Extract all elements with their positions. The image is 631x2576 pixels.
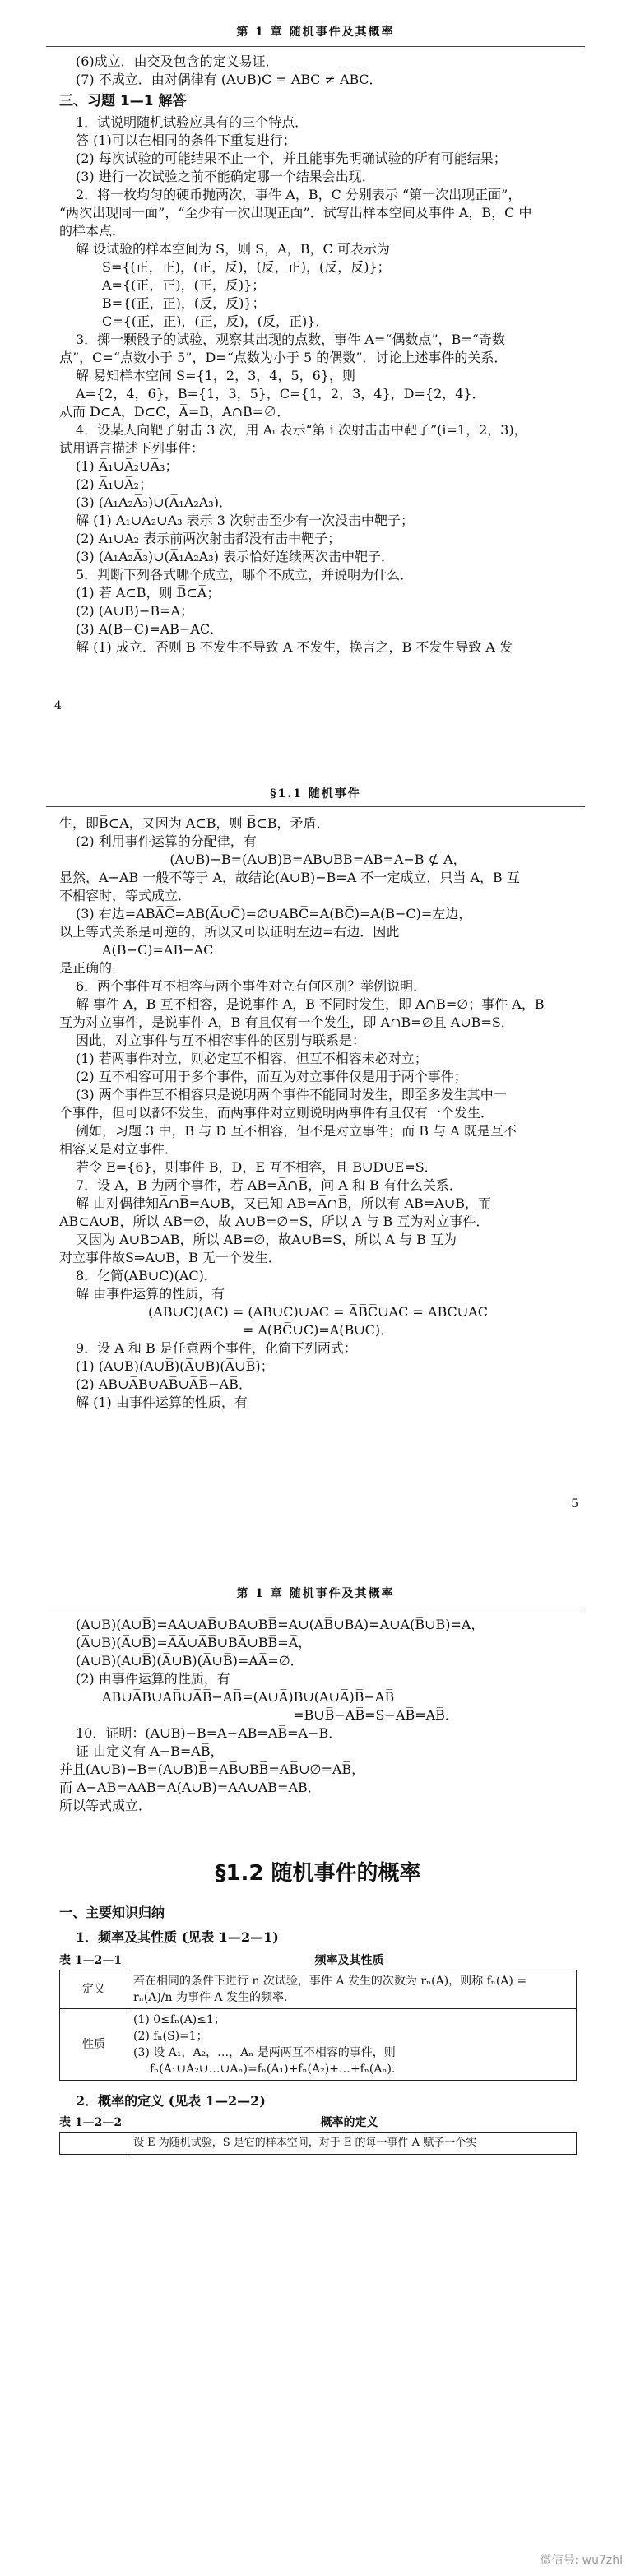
text-line: (2) A̅₁∪A̅₂； <box>76 476 153 492</box>
cell-line: (3) 设 A₁，A₂，…，Aₙ 是两两互不相容的事件，则 <box>133 2046 396 2059</box>
page-3-content <box>59 1616 577 2155</box>
formula: (A∪B)(A∪B̅)=AA∪AB̅∪BA∪BB̅=A∪(AB̅∪BA)=A∪A(B̅∪B)=A， <box>76 1617 485 1632</box>
text-line: 3．掷一颗骰子的试验，观察其出现的点数，事件 A=“偶数点”，B=“奇数 <box>76 332 505 347</box>
text-line: AB⊂A∪B，所以 AB=∅，故 A∪B=∅=S，所以 A 与 B 互为对立事件． <box>59 1214 489 1229</box>
text-line: 9．设 A 和 B 是任意两个事件，化简下列两式： <box>76 1340 357 1356</box>
table-cell <box>128 1970 577 2009</box>
table-row <box>60 2133 577 2155</box>
formula: (AB∪C)(AC) = (AB∪C)∪AC = A̅B̅C̅∪AC = ABC∪AC <box>148 1304 488 1320</box>
cell-line: (2) fₙ(S)=1； <box>133 2030 208 2043</box>
text-line: (2) AB∪A̅B∪AB̅∪A̅B̅−AB̅． <box>76 1376 252 1392</box>
text-line: 而 A−AB=AA̅B̅=A(A̅∪B̅)=AA̅∪AB̅=AB̅． <box>59 1780 321 1795</box>
text-line: 若令 E={6}，则事件 B，D，E 互不相容，且 B∪D∪E=S． <box>76 1159 438 1175</box>
formula: A={(正，正)，(正，反)}； <box>102 277 266 293</box>
page-number: 5 <box>571 1497 578 1511</box>
text-line: 个事件，但可以都不发生，而两事件对立则说明两事件有且仅有一个发生． <box>59 1105 494 1121</box>
text-line: 证 由定义有 A−B=AB̅， <box>76 1743 224 1759</box>
formula: B={(正，正)，(反，反)}； <box>102 295 266 311</box>
text-line: 试用语言描述下列事件： <box>59 440 205 456</box>
text-line: 例如，习题 3 中，B 与 D 互不相容，但不是对立事件；而 B 与 A 既是互不 <box>76 1123 517 1139</box>
text-line: (1) 若两事件对立，则必定互不相容，但互不相容未必对立； <box>76 1051 428 1066</box>
formula: = A(BC̅∪C)=A(B∪C)． <box>242 1322 394 1338</box>
text-line: 从而 D⊂A，D⊂C，A̅=B，A∩B=∅． <box>59 404 290 420</box>
page-2 <box>0 765 631 1555</box>
table-caption <box>59 1952 577 1970</box>
text-line: (3) (A₁A₂A̅₃)∪(A̅₁A₂A₃)． <box>76 494 232 510</box>
text-line: 互为对立事件，是说事件 A，B 有且仅有一个发生，即 A∩B=∅且 A∪B=S． <box>59 1014 514 1030</box>
text-line: (3) (A₁A₂A̅₃)∪(A̅₁A₂A₃) 表示恰好连续两次击中靶子． <box>76 549 395 564</box>
text-line: (6)成立．由交及包含的定义易证． <box>76 53 279 69</box>
formula: (A∪B)−B=(A∪B)B̅=AB̅∪BB̅=AB̅=A−B ⊄ A， <box>169 852 466 867</box>
text-line: 答 (1)可以在相同的条件下重复进行； <box>76 132 296 148</box>
page-header: 第 1 章 随机事件及其概率 <box>236 26 395 39</box>
text-line: 点”，C=“点数小于 5”，D=“点数为小于 5 的偶数”．讨论上述事件的关系． <box>59 350 508 365</box>
text-line: 并且(A∪B)−B=(A∪B)B̅=AB̅∪BB̅=AB̅∪∅=AB̅， <box>59 1761 365 1777</box>
probability-definition-table <box>59 2132 577 2155</box>
text-line: (2) 利用事件运算的分配律，有 <box>76 833 257 849</box>
text-line: 6．两个事件互不相容与两个事件对立有何区别？举例说明． <box>76 978 427 994</box>
text-line: (1) 若 A⊂B，则 B̅⊂A̅； <box>76 585 220 601</box>
table-number: 表 1—2—1 <box>59 1954 123 1967</box>
text-line: 解 (1) A̅₁∪A̅₂∪A̅₃ 表示 3 次射击至少有一次没击中靶子； <box>76 513 414 528</box>
page-1-content <box>59 53 577 657</box>
text-line: 相容又是对立事件． <box>59 1141 179 1157</box>
text-line: (2) 互不相容可用于多个事件，而互为对立事件仅是用于两个事件； <box>76 1069 467 1084</box>
cell-line: fₙ(A₁∪A₂∪…∪Aₙ)=fₙ(A₁)+fₙ(A₂)+…+fₙ(Aₙ)． <box>150 2063 403 2076</box>
cell-line: (1) 0≤fₙ(A)≤1； <box>133 2013 225 2026</box>
text-line: 解 由事件运算的性质，有 <box>76 1286 225 1302</box>
table-cell-label: 性质 <box>60 2009 128 2081</box>
text-line: 是正确的． <box>59 960 126 976</box>
frequency-table <box>59 1970 577 2081</box>
table-title: 概率的定义 <box>320 2116 378 2129</box>
table-cell: 设 E 为随机试验，S 是它的样本空间，对于 E 的每一事件 A 赋予一个实 <box>128 2133 577 2155</box>
text-line: 所以等式成立． <box>59 1798 152 1813</box>
table-cell <box>128 2009 577 2081</box>
watermark: 微信号: wu7zhl <box>540 2554 623 2567</box>
text-line: (2) (A∪B)−B=A； <box>76 603 194 619</box>
text-line: 7．设 A，B 为两个事件，若 AB=A̅∩B̅，问 A 和 B 有什么关系． <box>76 1177 462 1193</box>
text-line: 8．化简(AB∪C)(AC)． <box>76 1268 217 1283</box>
formula: S={(正，正)，(正，反)，(反，正)，(反，反)}； <box>102 259 391 275</box>
text-line: 10．证明：(A∪B)−B=A−AB=AB̅=A−B． <box>76 1725 342 1741</box>
text-line: 又因为 A∪B⊃AB，所以 AB=∅，故A∪B=S，所以 A 与 B 互为 <box>76 1232 457 1247</box>
text-line: 不相容时，等式成立． <box>59 888 192 903</box>
page-1 <box>0 0 631 712</box>
text-line: (2) 每次试验的可能结果不止一个，并且能事先明确试验的所有可能结果； <box>76 151 507 166</box>
header-rule <box>46 46 585 47</box>
text-line: (3) 两个事件互不相容只是说明两个事件不能同时发生，即至多发生其中一 <box>76 1087 507 1102</box>
formula: A(B−C)=AB−AC <box>102 942 214 958</box>
text-line: 的样本点． <box>59 223 126 239</box>
table-number: 表 1—2—2 <box>59 2116 123 2129</box>
table-caption <box>59 2114 577 2132</box>
text-line: 对立事件故S⇒A∪B，B 无一个发生． <box>59 1250 281 1265</box>
text-line: 生，即B̅⊂A，又因为 A⊂B，则 B̅⊂B，矛盾． <box>59 815 330 831</box>
formula: =B∪B̅−AB̅=S−AB̅=AB̅． <box>293 1707 458 1723</box>
text-line: 1．试说明随机试验应具有的三个特点． <box>76 114 309 130</box>
text-line: (2) 由事件运算的性质，有 <box>76 1671 230 1687</box>
table-title: 频率及其性质 <box>314 1954 384 1967</box>
item-heading: 1．频率及其性质 (见表 1—2—1) <box>76 1929 279 1945</box>
chapter-section-title: §1.2 随机事件的概率 <box>215 1861 421 1886</box>
text-line: 解 事件 A，B 互不相容，是说事件 A，B 不同时发生，即 A∩B=∅；事件 A，B <box>76 996 545 1012</box>
text-line: (7) 不成立．由对偶律有 (A∪B)C = A̅B̅C ≠ A̅B̅C̅． <box>76 72 383 87</box>
text-line: (3) 进行一次试验之前不能确定哪一个结果会出现． <box>76 169 375 184</box>
text-line: 解 (1) 由事件运算的性质，有 <box>76 1395 248 1410</box>
item-heading: 2．概率的定义 (见表 1—2—2) <box>76 2093 266 2109</box>
section-title: 三、习题 1—1 解答 <box>59 93 187 109</box>
text-line: 显然，A−AB 一般不等于 A，故结论(A∪B)−B=A 不一定成立，只当 A，B 互 <box>59 870 520 885</box>
text-line: 5．判断下列各式哪个成立，哪个不成立，并说明为什么． <box>76 567 414 583</box>
formula: AB∪A̅B∪AB̅∪A̅B̅−AB̅=(A∪A̅)B∪(A∪A̅)B̅−AB̅ <box>102 1689 395 1705</box>
page-number: 4 <box>54 699 62 712</box>
text-line: 解 易知样本空间 S={1，2，3，4，5，6}，则 <box>76 368 355 383</box>
cell-line: rₙ(A)/n 为事件 A 发生的频率． <box>133 1991 295 2004</box>
table-row <box>60 1970 577 2009</box>
text-line: 因此，对立事件与互不相容事件的区别与联系是： <box>76 1033 366 1048</box>
page-3 <box>0 1563 631 2576</box>
text-line: (1) (A∪B)(A∪B̅)(A̅∪B)(A̅∪B̅)； <box>76 1358 274 1374</box>
text-line: 解 设试验的样本空间为 S，则 S，A，B，C 可表示为 <box>76 241 390 257</box>
header-rule <box>46 806 585 807</box>
text-line: 解 由对偶律知A̅∩B̅=A∪B，又已知 AB=A̅∩B̅，所以有 AB=A∪B，而 <box>76 1195 491 1211</box>
table-cell-label: 定义 <box>60 1970 128 2009</box>
page-header: 第 1 章 随机事件及其概率 <box>236 1587 395 1600</box>
table-cell-label <box>60 2133 128 2155</box>
formula: (A̅∪B)(A̅∪B̅)=A̅A̅∪A̅B̅∪BA̅∪BB̅=A̅， <box>76 1635 312 1650</box>
text-line: 4．设某人向靶子射击 3 次，用 Aᵢ 表示“第 i 次射击击中靶子”(i=1，2，3)， <box>76 422 527 438</box>
text-line: (3) 右边=ABA̅C̅=AB(A̅∪C̅)=∅∪ABC̅=A(BC̅)=A(B−C)=左边， <box>76 906 472 921</box>
text-line: 以上等式关系是可逆的，所以又可以证明左边=右边．因此 <box>59 924 400 940</box>
text-line: (1) A̅₁∪A̅₂∪A̅₃； <box>76 458 179 474</box>
text-line: (2) A̅₁∪A̅₂ 表示前两次射击都没有击中靶子； <box>76 531 341 546</box>
table-row <box>60 2009 577 2081</box>
page-header: §1.1 随机事件 <box>270 787 361 801</box>
cell-line: 若在相同的条件下进行 n 次试验，事件 A 发生的次数为 rₙ(A)，则称 fₙ(A) = <box>133 1975 527 1988</box>
text-line: (3) A(B−C)=AB−AC． <box>76 621 224 637</box>
text-line: 2．将一枚均匀的硬币抛两次，事件 A，B，C 分别表示 “第一次出现正面”， <box>76 187 522 202</box>
subheading: 一、主要知识归纳 <box>59 1905 165 1920</box>
formula: (A∪B)(A∪B̅)(A̅∪B)(A̅∪B̅)=AA̅=∅． <box>76 1653 304 1669</box>
text-line: 解 (1) 成立．否则 B 不发生不导致 A 不发生，换言之，B 不发生导致 A 发 <box>76 639 513 655</box>
formula: A={2，4，6}，B={1，3，5}，C={1，2，3，4}，D={2，4}． <box>76 386 485 401</box>
text-line: “两次出现同一面”，“至少有一次出现正面”．试写出样本空间及事件 A，B，C 中 <box>59 205 532 220</box>
formula: C={(正，正)，(正，反)，(反，正)}． <box>102 313 329 329</box>
page-2-content <box>59 815 577 1412</box>
